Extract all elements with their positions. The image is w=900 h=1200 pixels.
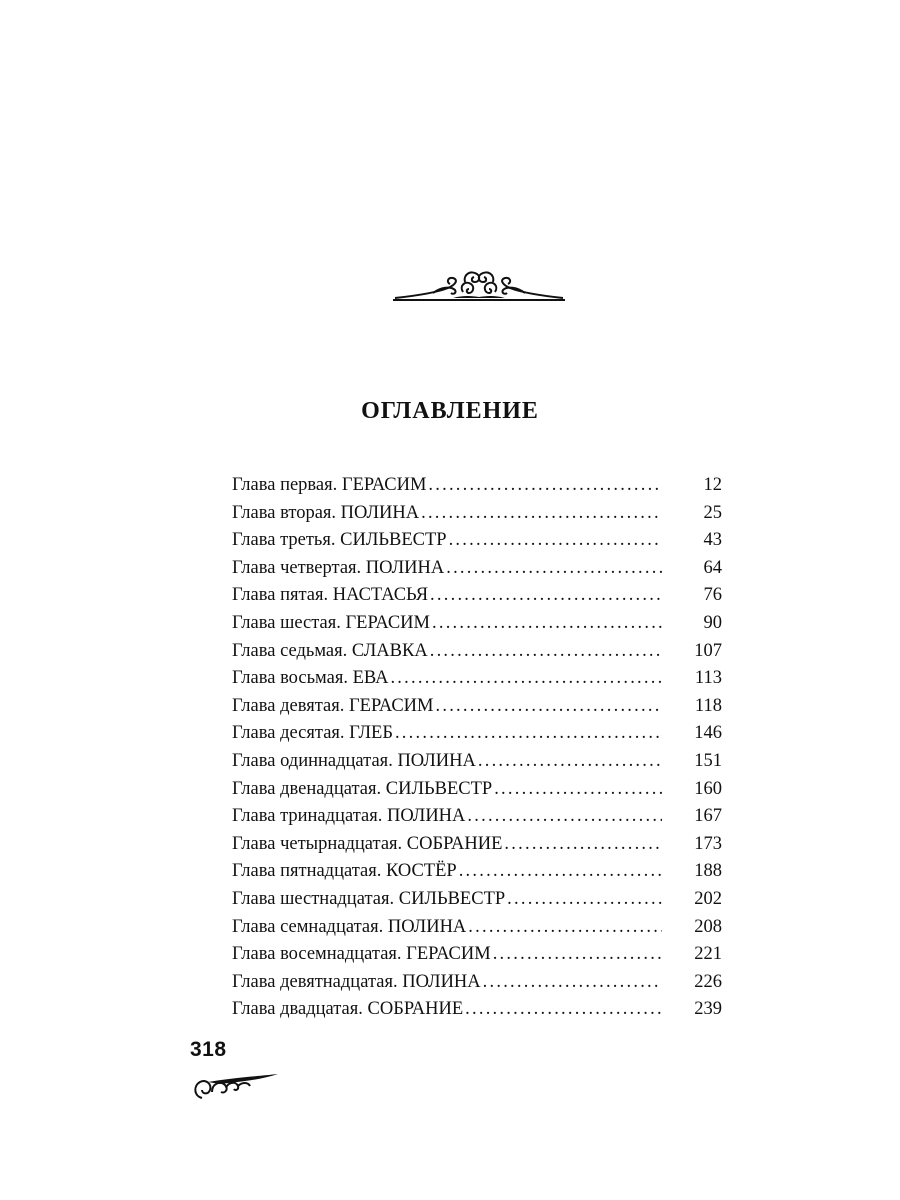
toc-leader-dots [494,776,662,804]
toc-entry [232,527,722,555]
toc-entry-page: 64 [703,557,722,578]
toc-entry-title: Глава восьмая. ЕВА [232,668,389,689]
toc-entry-title: Глава восемнадцатая. ГЕРАСИМ [232,944,491,965]
toc-entry [232,831,722,859]
toc-entry [232,638,722,666]
toc-entry [232,555,722,583]
toc-leader-dots [459,858,662,886]
toc-leader-dots [465,996,662,1024]
toc-entry [232,776,722,804]
toc-entry [232,693,722,721]
toc-entry-title: Глава шестая. ГЕРАСИМ [232,612,430,633]
toc-entry-page: 12 [703,475,722,495]
toc-entry-page: 173 [694,833,722,854]
toc-entry-page: 167 [694,806,722,827]
toc-entry [232,969,722,997]
toc-entry-title: Глава двадцатая. СОБРАНИЕ [232,999,464,1020]
toc-entry-page: 188 [694,861,722,882]
corner-flourish-icon [190,1068,280,1108]
page-number: 318 [190,1038,227,1061]
toc-entry-title: Глава двенадцатая. СИЛЬВЕСТР [232,778,493,799]
toc-entry-title: Глава седьмая. СЛАВКА [232,640,428,661]
toc-entry [232,914,722,942]
page-title: ОГЛАВЛЕНИЕ [361,398,539,424]
toc-entry-title: Глава пятнадцатая. КОСТЁР [232,861,457,882]
toc-entry-page: 239 [694,999,722,1020]
toc-leader-dots [430,582,662,610]
toc-entry [232,941,722,969]
toc-entry-title: Глава четырнадцатая. СОБРАНИЕ [232,833,503,854]
toc-entry-title: Глава вторая. ПОЛИНА [232,502,420,523]
toc-entry-title: Глава девятая. ГЕРАСИМ [232,695,434,716]
toc-entry [232,858,722,886]
toc-leader-dots [390,665,662,693]
toc-entry-title: Глава пятая. НАСТАСЬЯ [232,585,429,606]
toc-leader-dots [449,527,662,555]
toc-leader-dots [504,831,662,859]
toc-leader-dots [428,472,662,500]
toc-entry-title: Глава девятнадцатая. ПОЛИНА [232,971,481,992]
toc-entry-page: 118 [694,695,722,716]
toc-entry [232,748,722,776]
toc-entry [232,665,722,693]
toc-entry-page: 151 [694,750,722,771]
toc-entry [232,610,722,638]
toc-entry-title: Глава тринадцатая. ПОЛИНА [232,806,466,827]
toc-leader-dots [468,914,662,942]
toc-entry-page: 146 [694,723,722,744]
toc-entry-page: 208 [694,916,722,937]
toc-entry-title: Глава первая. ГЕРАСИМ [232,475,427,495]
toc-entry [232,582,722,610]
toc-leader-dots [507,886,662,914]
toc-entry-page: 25 [703,502,722,523]
toc-entry [232,996,722,1024]
toc-entry-title: Глава семнадцатая. ПОЛИНА [232,916,467,937]
toc-leader-dots [432,610,662,638]
toc-entry [232,720,722,748]
toc-entry-page: 76 [703,585,722,606]
toc-leader-dots [446,555,662,583]
toc-leader-dots [493,941,662,969]
toc-entry-page: 113 [694,668,722,689]
toc-entry [232,886,722,914]
toc-entry-page: 226 [694,971,722,992]
toc-entry-title: Глава шестнадцатая. СИЛЬВЕСТР [232,888,506,909]
toc-leader-dots [430,638,662,666]
toc-entry-page: 221 [694,944,722,965]
toc-entry-page: 202 [694,888,722,909]
toc-entry-page: 107 [694,640,722,661]
toc-leader-dots [395,720,662,748]
toc-leader-dots [483,969,662,997]
toc-entry-title: Глава одиннадцатая. ПОЛИНА [232,750,476,771]
toc-leader-dots [421,500,662,528]
table-of-contents [232,472,722,1024]
ornamental-flourish-icon [393,262,565,304]
toc-entry-page: 160 [694,778,722,799]
toc-entry-title: Глава четвертая. ПОЛИНА [232,557,445,578]
toc-entry [232,472,722,500]
toc-entry [232,500,722,528]
toc-leader-dots [467,803,662,831]
toc-entry-title: Глава десятая. ГЛЕБ [232,723,393,744]
toc-entry-page: 90 [703,612,722,633]
toc-leader-dots [436,693,663,721]
toc-entry [232,803,722,831]
toc-entry-page: 43 [703,530,722,551]
toc-leader-dots [478,748,662,776]
toc-entry-title: Глава третья. СИЛЬВЕСТР [232,530,447,551]
